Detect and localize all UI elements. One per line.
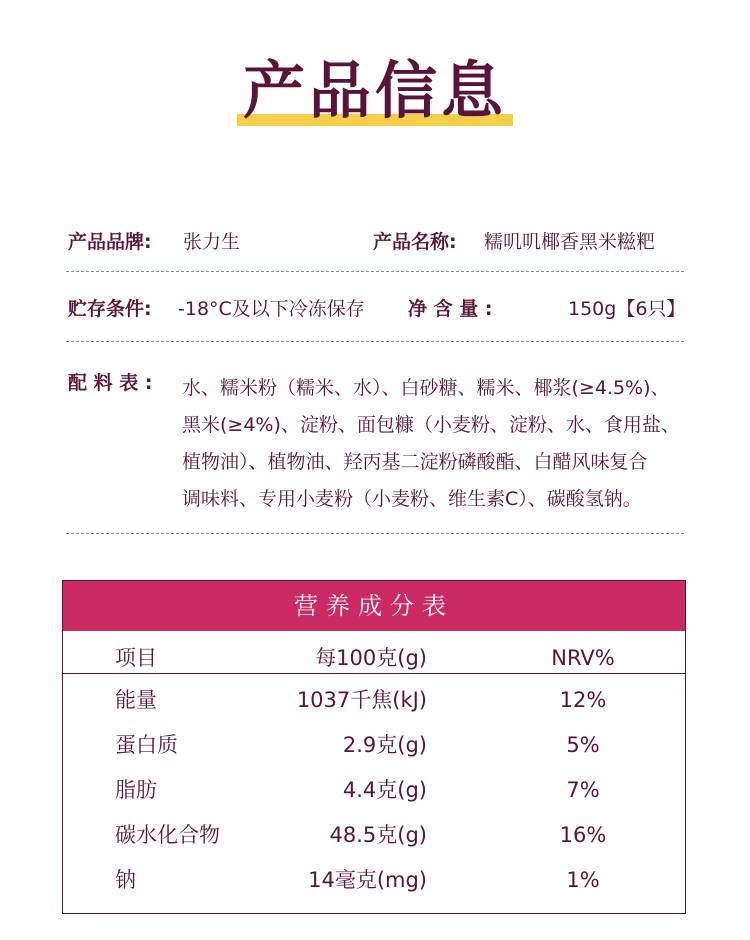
ingredients-label-wrap [68,370,152,396]
nutrition-row-fat [63,775,685,805]
product-name-label: 产品名称: [373,231,457,253]
divider-1 [66,271,684,272]
header-nrv: NRV% [551,646,615,670]
row-per100: 2.9克(g) [342,733,427,757]
row-per100: 1037千焦(kJ) [296,688,427,712]
nutrition-title: 营养成分表 [63,581,685,631]
ingredients-label: 配 料 表 : [68,372,153,394]
header-per100: 每100克(g) [315,646,427,670]
row-item: 碳水化合物 [115,823,220,847]
header-divider [63,673,685,674]
row-item: 能量 [115,688,157,712]
row-per100: 4.4克(g) [342,778,427,802]
product-name-row [373,229,457,255]
net-content-value-wrap [568,296,685,322]
ingredients-line: 水、糯米粉（糯米、水）、白砂糖、糯米、椰浆(≥4.5%)、 [182,377,670,399]
storage-label: 贮存条件: [68,298,152,320]
row-per100: 14毫克(mg) [308,868,427,892]
ingredients-text [182,370,712,518]
row-nrv: 7% [566,778,600,802]
nutrition-row-protein [63,730,685,760]
nutrition-table [62,580,686,914]
storage-value-wrap [178,296,365,322]
page-title [243,52,507,130]
ingredients-line: 植物油）、植物油、羟丙基二淀粉磷酸酯、白醋风味复合 [182,451,648,473]
brand-value-wrap [183,229,240,255]
nutrition-row-carbs [63,820,685,850]
title-area [0,52,750,130]
ingredients-line: 黑米(≥4%)、淀粉、面包糠（小麦粉、淀粉、水、食用盐、 [182,414,680,436]
row-item: 蛋白质 [115,733,178,757]
product-name-value-wrap [484,229,655,255]
row-nrv: 16% [559,823,607,847]
nutrition-row-sodium [63,865,685,895]
storage-row [68,296,152,322]
divider-3 [66,533,684,534]
brand-value: 张力生 [183,231,241,253]
page-title-text: 产品信息 [242,54,507,127]
brand-label: 产品品牌: [68,231,152,253]
row-item: 钠 [115,868,136,892]
row-nrv: 5% [566,733,600,757]
row-item: 脂肪 [115,778,157,802]
brand-row [68,229,152,255]
header-item: 项目 [115,646,157,670]
net-content-row [408,296,492,322]
net-content-label: 净 含 量 : [408,298,493,320]
ingredients-line: 调味料、专用小麦粉（小麦粉、维生素C）、碳酸氢钠。 [182,488,642,510]
nutrition-row-energy [63,685,685,715]
divider-2 [66,341,684,342]
net-content-value: 150g【6只】 [568,298,686,320]
product-name-value: 糯叽叽椰香黑米糍粑 [484,231,656,253]
nutrition-header-row [63,643,685,673]
storage-value: -18°C及以下冷冻保存 [178,298,365,320]
row-nrv: 12% [559,688,607,712]
row-per100: 48.5克(g) [329,823,427,847]
row-nrv: 1% [566,868,600,892]
